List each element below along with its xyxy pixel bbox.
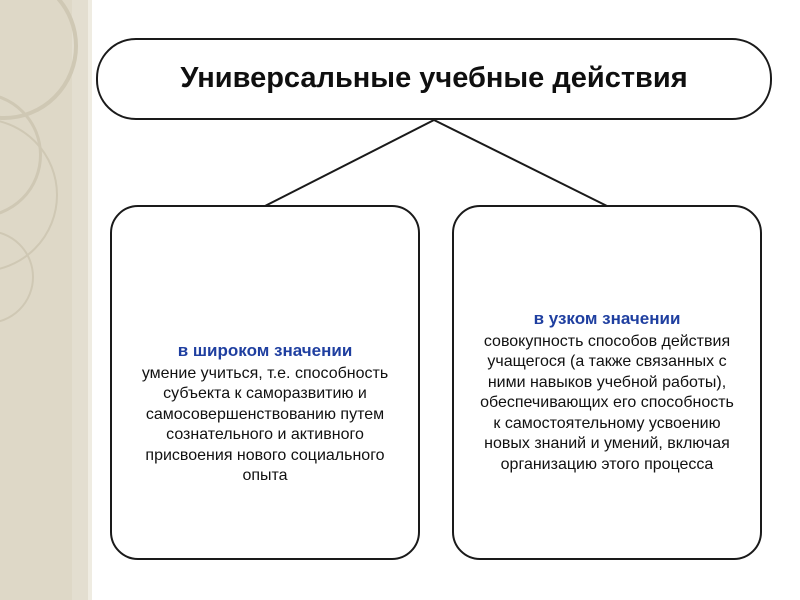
node-body: совокупность способов действия учащегося (а также связанных с ними навыков учебной работы), обеспечивающих его способность к самостоятельному усвоению новых знаний и умений, включая организацию этого процесса	[480, 332, 734, 473]
diagram-node-broad-meaning	[110, 205, 420, 560]
node-content	[454, 298, 760, 485]
page-title: Универсальные учебные действия	[180, 62, 688, 95]
node-body: умение учиться, т.е. способность субъекта к саморазвитию и самосовершенствованию путем сознательного и активного присвоения нового социального опыта	[141, 364, 389, 485]
node-heading: в узком значении	[533, 308, 681, 328]
node-content	[112, 330, 418, 497]
diagram-title-node	[96, 38, 772, 120]
node-heading: в широком значении	[177, 341, 353, 361]
diagram-node-narrow-meaning	[452, 205, 762, 560]
